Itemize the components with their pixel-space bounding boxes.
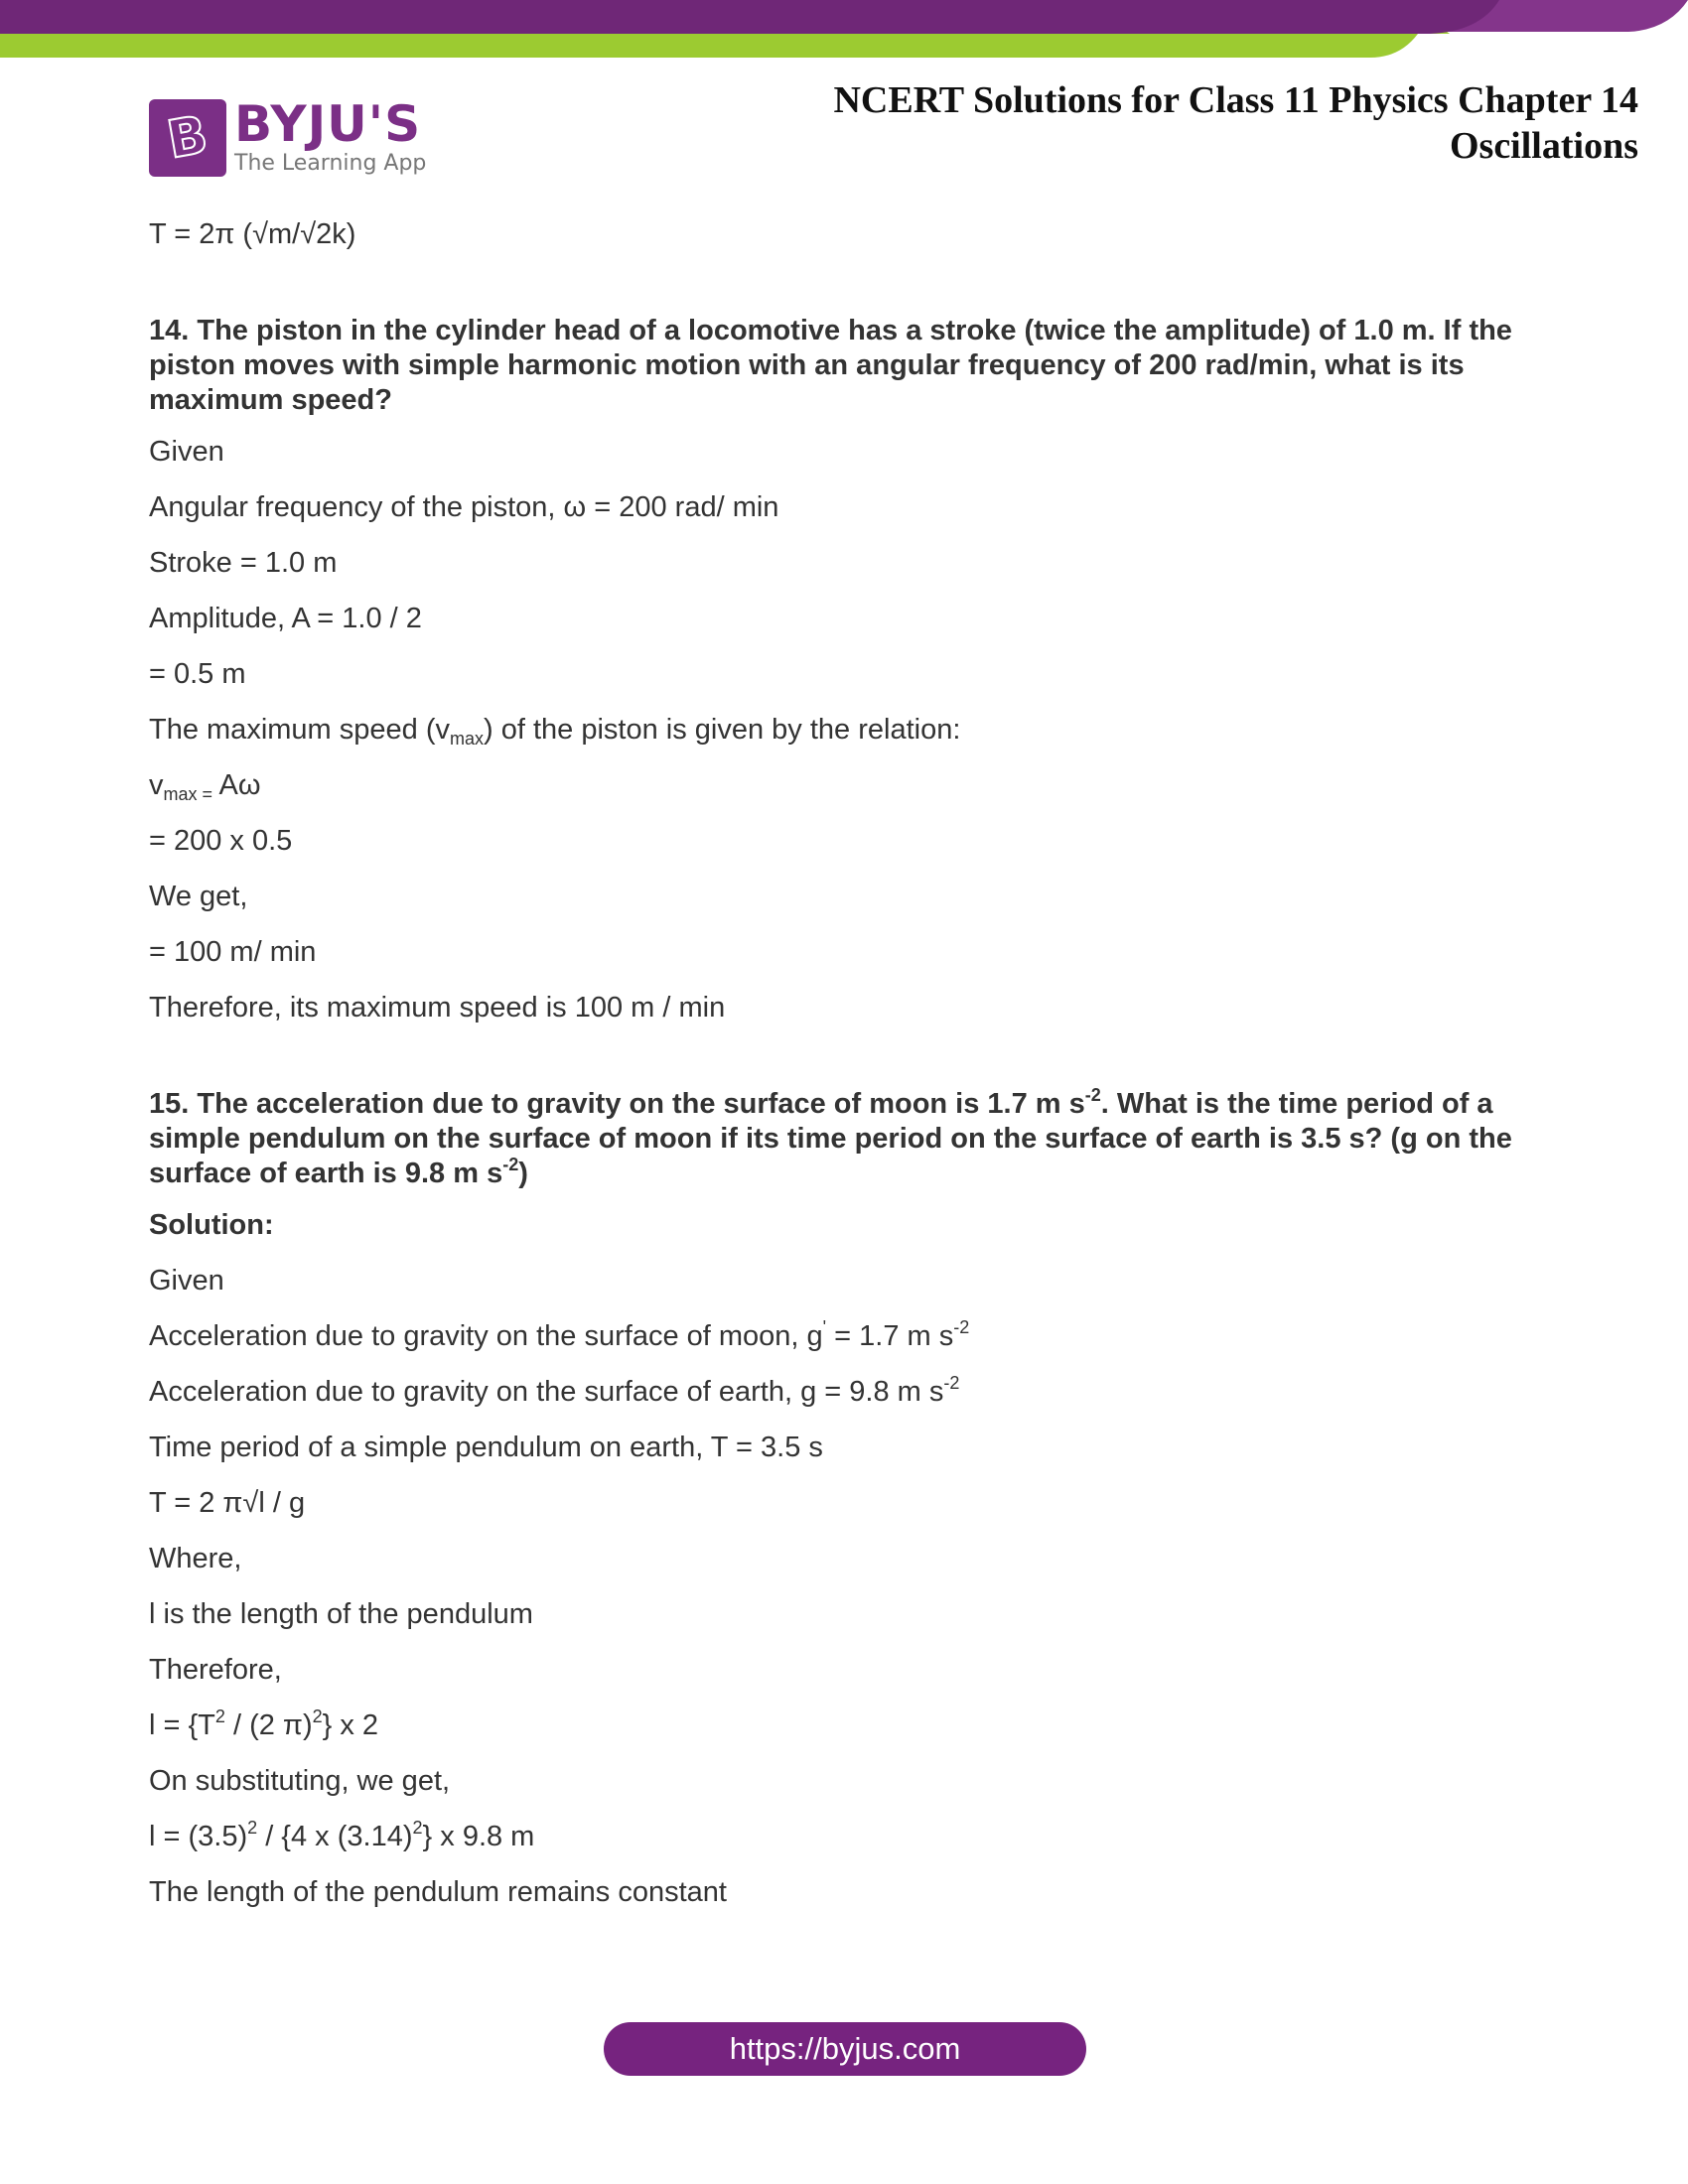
logo-mark-letter: B [163,105,212,171]
subscript: max [450,729,485,749]
text: / {4 x (3.14) [257,1821,413,1852]
byjus-logo [149,95,427,177]
title-line-1: NCERT Solutions for Class 11 Physics Chapter 14 [833,79,1638,121]
q14-angular-frequency: Angular frequency of the piston, ω = 200 rad/ min [149,491,779,523]
q15-moon-gravity [149,1308,1549,1364]
question-14: 14. The piston in the cylinder head of a locomotive has a stroke (twice the amplitude) of 1.0 m. If the piston moves with simple harmonic motion with an angular frequency of 200 rad/min, what is its maximum speed? [149,315,1512,416]
superscript: -2 [943,1373,960,1393]
superscript: 2 [412,1818,423,1838]
q14-relation [149,702,1549,757]
superscript: 2 [312,1706,323,1726]
text: v [149,769,164,801]
q14-conclusion: Therefore, its maximum speed is 100 m / min [149,992,726,1024]
logo-b-icon [149,99,226,177]
q14-result: = 100 m/ min [149,936,317,968]
header-decoration [0,0,1688,60]
q14-given: Given [149,436,224,468]
text: Acceleration due to gravity on the surface of moon, g [149,1320,823,1352]
q14-substitution: = 200 x 0.5 [149,825,293,857]
text: } x 2 [322,1709,379,1741]
question-15 [149,1087,1549,1191]
text: ) of the piston is given by the relation: [484,714,961,746]
document-title [833,77,1638,169]
text: . What is the time period of a simple pendulum on the surface of moon if its time period on the surface of earth is 3.5 s? (g on the surface of earth is 9.8 m s [149,1088,1512,1189]
text: / (2 π) [224,1709,313,1741]
text: Aω [212,769,261,801]
q15-length-substitution [149,1809,1549,1864]
title-line-2: Oscillations [1449,125,1638,167]
q15-solution-label: Solution: [149,1209,274,1241]
superscript: -2 [502,1155,519,1174]
q15-period: Time period of a simple pendulum on earth, T = 3.5 s [149,1432,823,1463]
byjus-website-link[interactable]: https://byjus.com [604,2022,1086,2076]
text: Acceleration due to gravity on the surface of earth, g = 9.8 m s [149,1376,944,1408]
text: ) [518,1158,528,1189]
text: l = (3.5) [149,1821,248,1852]
q14-stroke: Stroke = 1.0 m [149,547,338,579]
superscript: ' [822,1317,827,1337]
q14-amplitude: Amplitude, A = 1.0 / 2 [149,603,422,634]
q15-substituting: On substituting, we get, [149,1765,451,1797]
superscript: 2 [214,1706,225,1726]
q14-formula [149,757,1549,813]
carryover-formula: T = 2π (√m/√2k) [149,218,356,250]
q15-length-definition: l is the length of the pendulum [149,1598,533,1630]
q14-we-get: We get, [149,881,248,912]
superscript: -2 [953,1317,970,1337]
superscript: -2 [1084,1085,1101,1105]
q14-amplitude-value: = 0.5 m [149,658,246,690]
logo-brand: BYJU'S [234,95,422,153]
text: 15. The acceleration due to gravity on the surface of moon is 1.7 m s [149,1088,1085,1120]
logo-tagline: The Learning App [234,151,427,176]
q15-length-formula [149,1698,1549,1753]
q15-where: Where, [149,1543,242,1574]
q15-earth-gravity [149,1364,1549,1420]
superscript: 2 [247,1818,258,1838]
q15-constant: The length of the pendulum remains constant [149,1876,727,1908]
text: The maximum speed (v [149,714,450,746]
text: = 1.7 m s [826,1320,954,1352]
q15-given: Given [149,1265,224,1297]
header-band [0,0,1688,60]
q15-therefore: Therefore, [149,1654,282,1686]
document-body [149,206,1549,1920]
text: l = {T [149,1709,215,1741]
subscript: max = [163,784,213,804]
q15-formula: T = 2 π√l / g [149,1487,306,1519]
text: } x 9.8 m [422,1821,535,1852]
